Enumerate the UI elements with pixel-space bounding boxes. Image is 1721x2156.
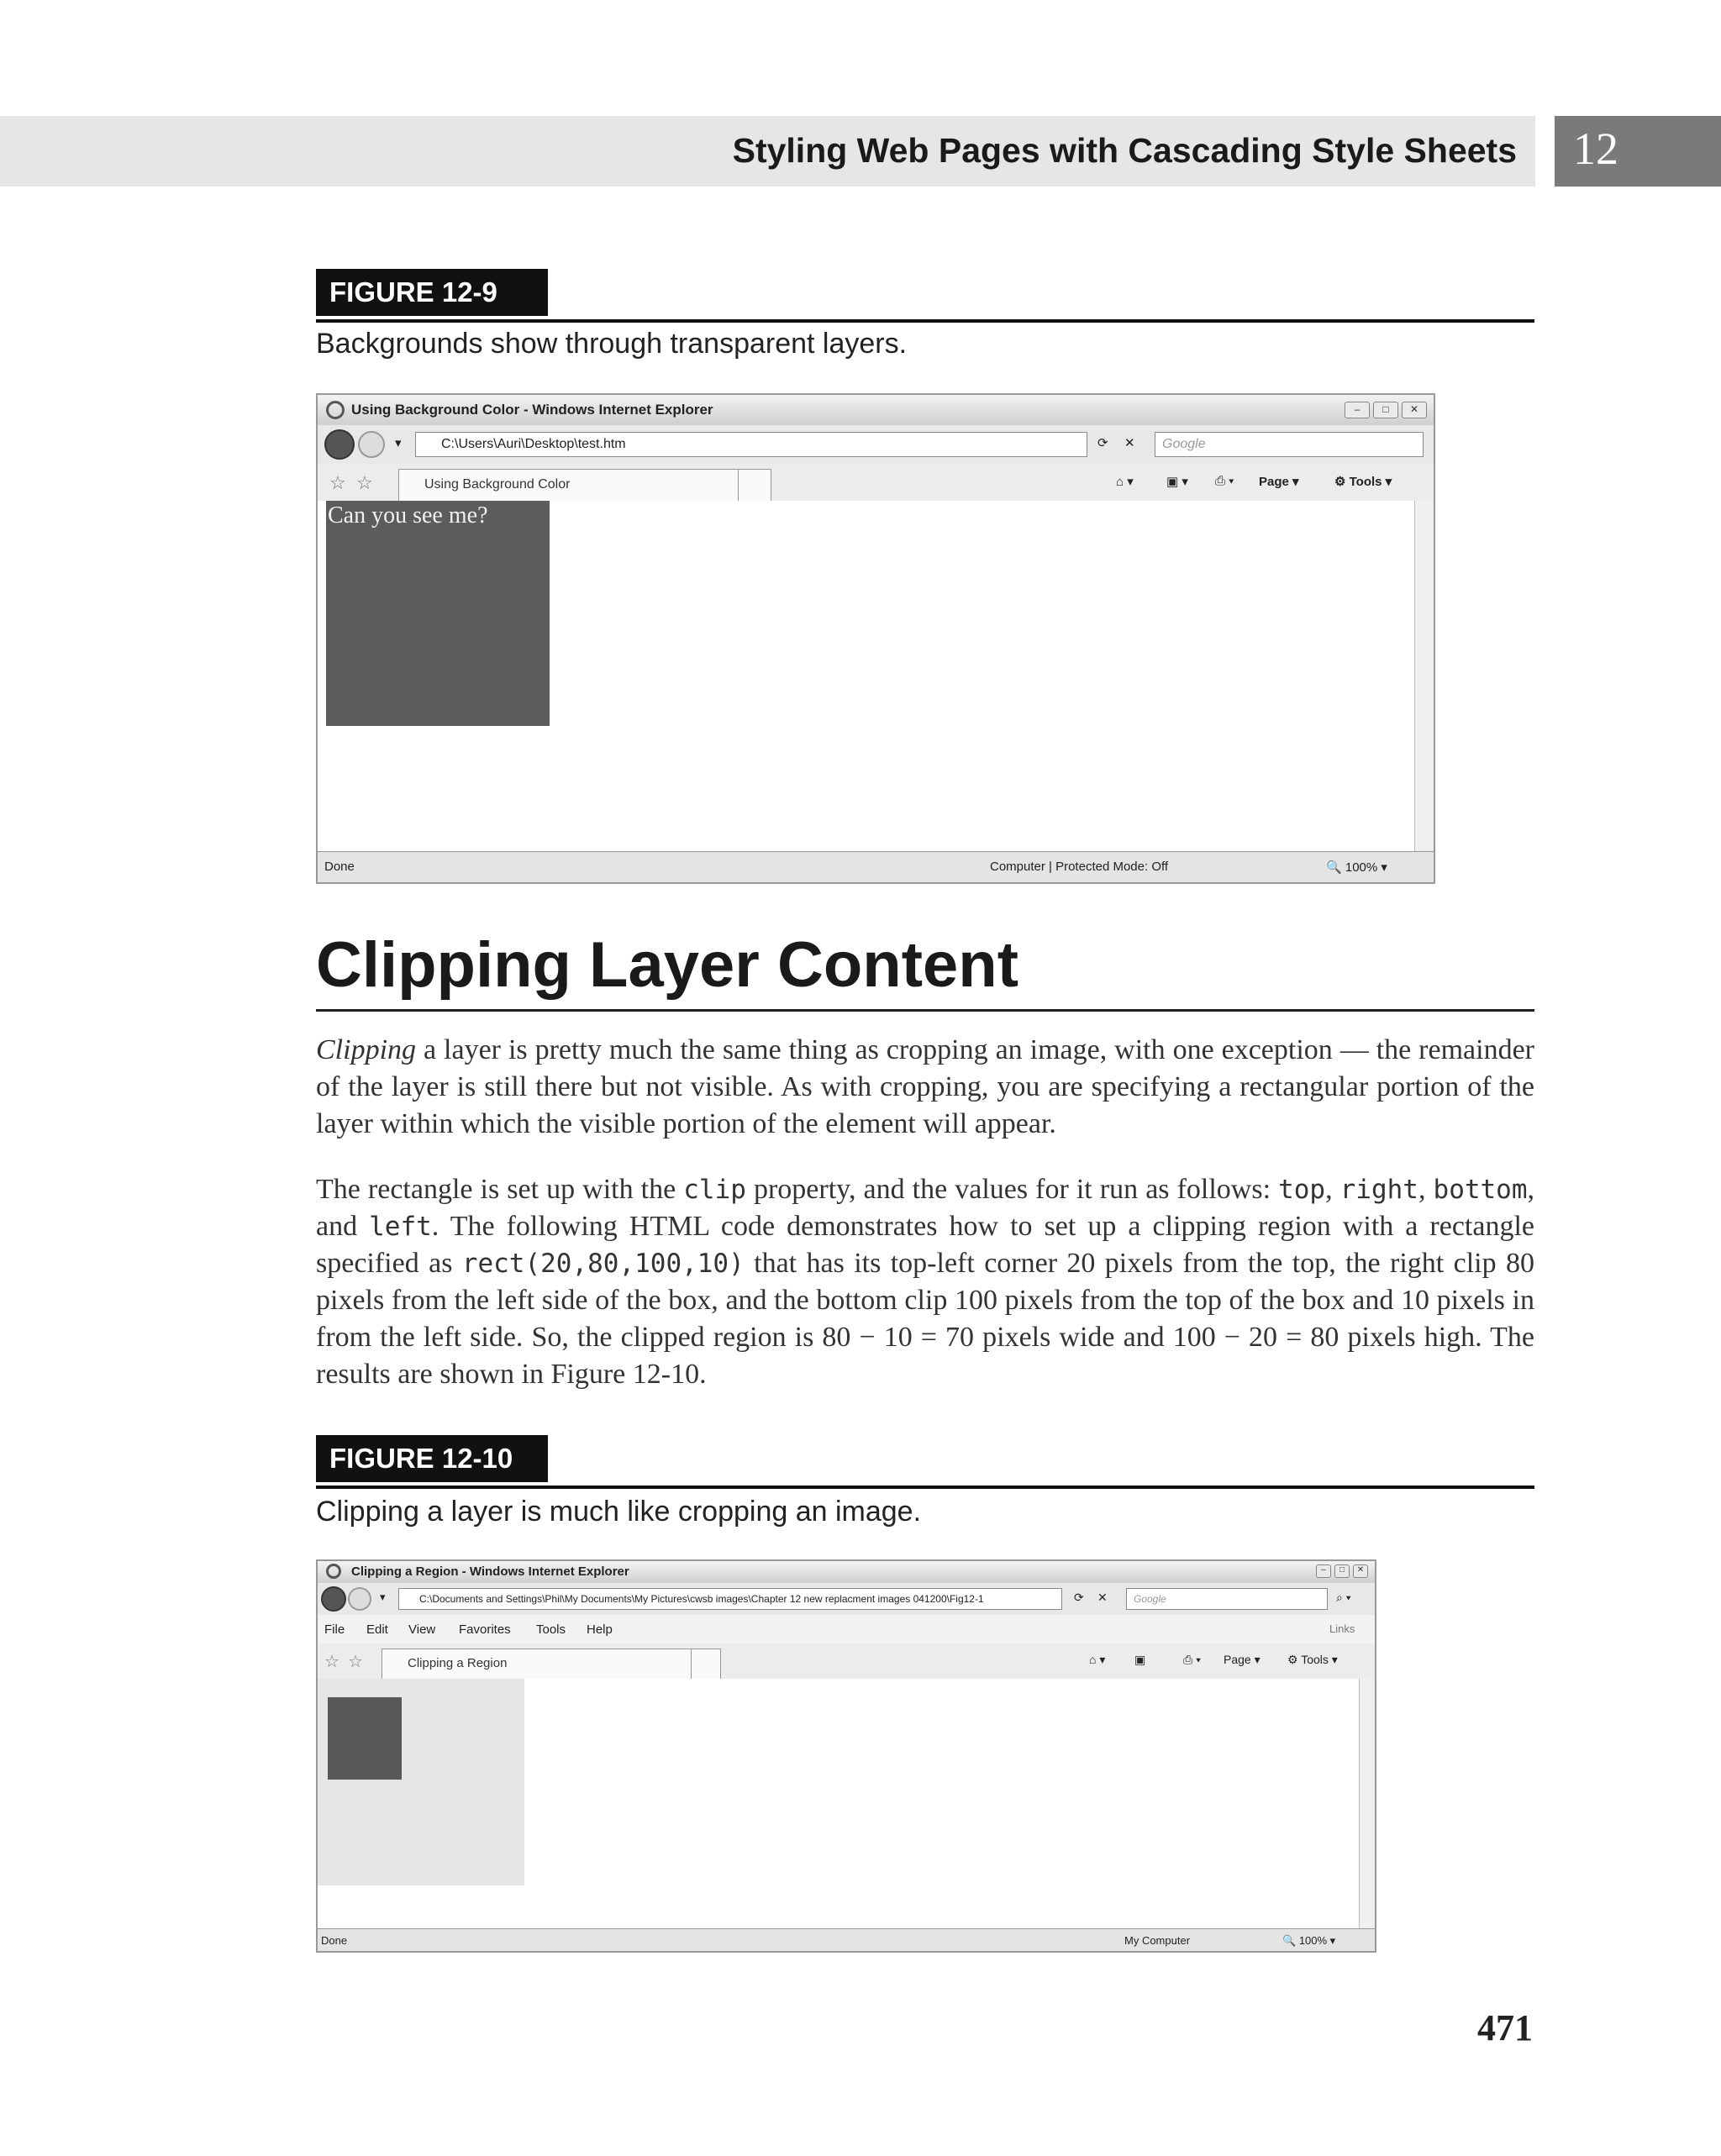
tools-menu[interactable]: ⚙ Tools ▾ <box>1334 475 1392 489</box>
forward-button[interactable] <box>348 1587 371 1611</box>
page-menu[interactable]: Page ▾ <box>1259 475 1299 489</box>
menu-help[interactable]: Help <box>587 1622 613 1637</box>
zoom-level[interactable]: 🔍 100% ▾ <box>1282 1934 1336 1947</box>
menu-bar <box>318 1615 1375 1644</box>
ie-logo-icon <box>326 401 345 419</box>
security-zone: Computer | Protected Mode: Off <box>990 860 1169 874</box>
address-input[interactable]: C:\Users\Auri\Desktop\test.htm <box>415 432 1087 457</box>
forward-button[interactable] <box>358 431 385 458</box>
tools-menu[interactable]: ⚙ Tools ▾ <box>1287 1653 1338 1666</box>
menu-edit[interactable]: Edit <box>366 1622 388 1637</box>
paragraph-2 <box>316 1171 1534 1393</box>
search-input[interactable]: Google <box>1126 1588 1328 1610</box>
window-titlebar <box>318 1561 1375 1584</box>
p2-text-f: . The following HTML code demonstrates how to set up a clipping region with a rectangle specified as <box>316 1211 1534 1279</box>
close-icon[interactable]: ✕ <box>1402 402 1427 418</box>
browser-tab[interactable]: Using Background Color <box>398 469 760 501</box>
stop-icon[interactable]: ✕ <box>1097 1591 1108 1604</box>
minimize-icon[interactable]: – <box>1316 1564 1331 1578</box>
browser-screenshot-1 <box>316 393 1435 884</box>
browser-screenshot-2 <box>316 1559 1376 1953</box>
zoom-level[interactable]: 🔍 100% ▾ <box>1326 860 1387 875</box>
page-number: 471 <box>1477 2007 1533 2048</box>
figure-caption: Clipping a layer is much like cropping an image. <box>316 1496 922 1528</box>
code-rect: rect(20,80,100,10) <box>461 1249 745 1279</box>
p2-text-c: , <box>1325 1174 1340 1205</box>
layer-text: Can you see me? <box>328 502 488 528</box>
menu-view[interactable]: View <box>408 1622 436 1637</box>
status-bar <box>318 851 1434 882</box>
code-right: right <box>1339 1175 1418 1205</box>
search-go-icon[interactable]: ⌕ ▾ <box>1336 1591 1351 1604</box>
window-title: Using Background Color - Windows Internet Explorer <box>351 402 713 418</box>
layer-box <box>318 1679 524 1885</box>
address-input[interactable]: C:\Documents and Settings\Phil\My Documents\My Pictures\cwsb images\Chapter 12 new replacment images 041200\Fig12-1 <box>398 1588 1062 1610</box>
window-titlebar <box>318 395 1434 426</box>
page-menu-label: Page <box>1259 475 1289 489</box>
menu-file[interactable]: File <box>324 1622 345 1637</box>
search-input[interactable]: Google <box>1155 432 1424 457</box>
paragraph-term: Clipping <box>316 1034 417 1065</box>
tools-menu-label: Tools <box>1349 475 1382 489</box>
window-title: Clipping a Region - Windows Internet Explorer <box>351 1564 629 1579</box>
add-favorites-icon[interactable]: ☆ <box>348 1653 363 1671</box>
menu-favorites[interactable]: Favorites <box>459 1622 511 1637</box>
heading-rule <box>316 1009 1534 1012</box>
new-tab-button[interactable] <box>691 1649 721 1679</box>
vertical-scrollbar[interactable] <box>1359 1679 1375 1929</box>
section-heading: Clipping Layer Content <box>316 929 1018 1001</box>
history-dropdown-icon[interactable]: ▾ <box>380 1591 386 1603</box>
feeds-icon[interactable]: ▣ <box>1134 1653 1146 1666</box>
refresh-icon[interactable]: ⟳ <box>1074 1591 1084 1604</box>
stop-icon[interactable]: ✕ <box>1124 436 1135 450</box>
p2-text-e: , and <box>316 1174 1535 1242</box>
favorites-star-icon[interactable]: ☆ <box>324 1653 339 1671</box>
p2-text-g: that has its top-left corner 20 pixels from the top, the right clip 80 pixels from the left side of the box, and the bottom clip 100 pixels from the top of the box and 10 pixels in from the left side. So, the clipped region is 80 − 10 = 70 pixels wide and 100 − 20 = 80 pixels high. The results are shown in Figure 12-10. <box>316 1248 1534 1390</box>
favorites-star-icon[interactable]: ☆ <box>329 472 346 493</box>
figure-caption: Backgrounds show through transparent layers. <box>316 328 908 360</box>
paragraph-1-text: a layer is pretty much the same thing as cropping an image, with one exception — the remainder of the layer is still there but not visible. As with cropping, you are specifying a rectangular portion of the layer within which the visible portion of the element will appear. <box>316 1034 1534 1139</box>
command-bar <box>318 464 1434 502</box>
print-icon[interactable]: ⎙ ▾ <box>1215 474 1234 488</box>
print-icon[interactable]: ⎙ ▾ <box>1183 1653 1201 1666</box>
status-text: Done <box>321 1934 348 1947</box>
new-tab-button[interactable] <box>738 469 771 501</box>
home-icon[interactable]: ⌂ ▾ <box>1116 475 1134 489</box>
maximize-icon[interactable]: □ <box>1373 402 1398 418</box>
running-title: Styling Web Pages with Cascading Style Sheets <box>732 131 1517 170</box>
feeds-icon[interactable]: ▣ ▾ <box>1166 475 1188 489</box>
paragraph-1 <box>316 1032 1534 1143</box>
window-controls <box>1316 1564 1368 1578</box>
history-dropdown-icon[interactable]: ▾ <box>395 436 402 450</box>
refresh-icon[interactable]: ⟳ <box>1097 436 1108 450</box>
page-menu[interactable]: Page ▾ <box>1224 1653 1260 1666</box>
status-text: Done <box>324 860 355 874</box>
zoom-value: 100% <box>1298 1934 1328 1947</box>
add-favorites-icon[interactable]: ☆ <box>356 472 373 493</box>
links-toolbar[interactable]: Links <box>1329 1622 1355 1635</box>
p2-text-a: The rectangle is set up with the <box>316 1174 684 1205</box>
ie-logo-icon <box>326 1564 341 1579</box>
command-bar <box>318 1643 1375 1680</box>
clipped-region <box>328 1697 402 1780</box>
maximize-icon[interactable]: □ <box>1334 1564 1350 1578</box>
figure-label: FIGURE 12-10 <box>316 1435 548 1482</box>
zoom-value: 100% <box>1345 860 1378 875</box>
code-left: left <box>369 1212 432 1242</box>
running-header <box>0 116 1535 187</box>
vertical-scrollbar[interactable] <box>1414 501 1434 852</box>
back-button[interactable] <box>324 429 355 460</box>
tools-menu-label: Tools <box>1301 1653 1329 1666</box>
figure-label-bar <box>316 1435 1534 1489</box>
page-menu-label: Page <box>1224 1653 1251 1666</box>
code-top: top <box>1278 1175 1326 1205</box>
browser-tab[interactable]: Clipping a Region <box>382 1649 692 1679</box>
page-content <box>318 501 1434 852</box>
chapter-tab <box>1555 116 1721 187</box>
figure-label: FIGURE 12-9 <box>316 269 548 316</box>
window-controls <box>1345 402 1427 418</box>
status-bar <box>318 1928 1375 1951</box>
back-button[interactable] <box>321 1586 346 1612</box>
menu-tools[interactable]: Tools <box>536 1622 566 1637</box>
code-bottom: bottom <box>1433 1175 1528 1205</box>
minimize-icon[interactable]: – <box>1345 402 1370 418</box>
colored-layer <box>326 501 550 726</box>
address-bar-row <box>318 1583 1375 1616</box>
p2-text-d: , <box>1418 1174 1434 1205</box>
chapter-number: 12 <box>1573 124 1618 174</box>
address-bar-row <box>318 425 1434 465</box>
figure-label-bar <box>316 269 1534 323</box>
p2-text-b: property, and the values for it run as follows: <box>745 1174 1279 1205</box>
code-clip: clip <box>683 1175 746 1205</box>
home-icon[interactable]: ⌂ ▾ <box>1089 1653 1106 1666</box>
close-icon[interactable]: ✕ <box>1353 1564 1368 1578</box>
page-content <box>318 1679 1375 1929</box>
security-zone: My Computer <box>1124 1934 1191 1947</box>
